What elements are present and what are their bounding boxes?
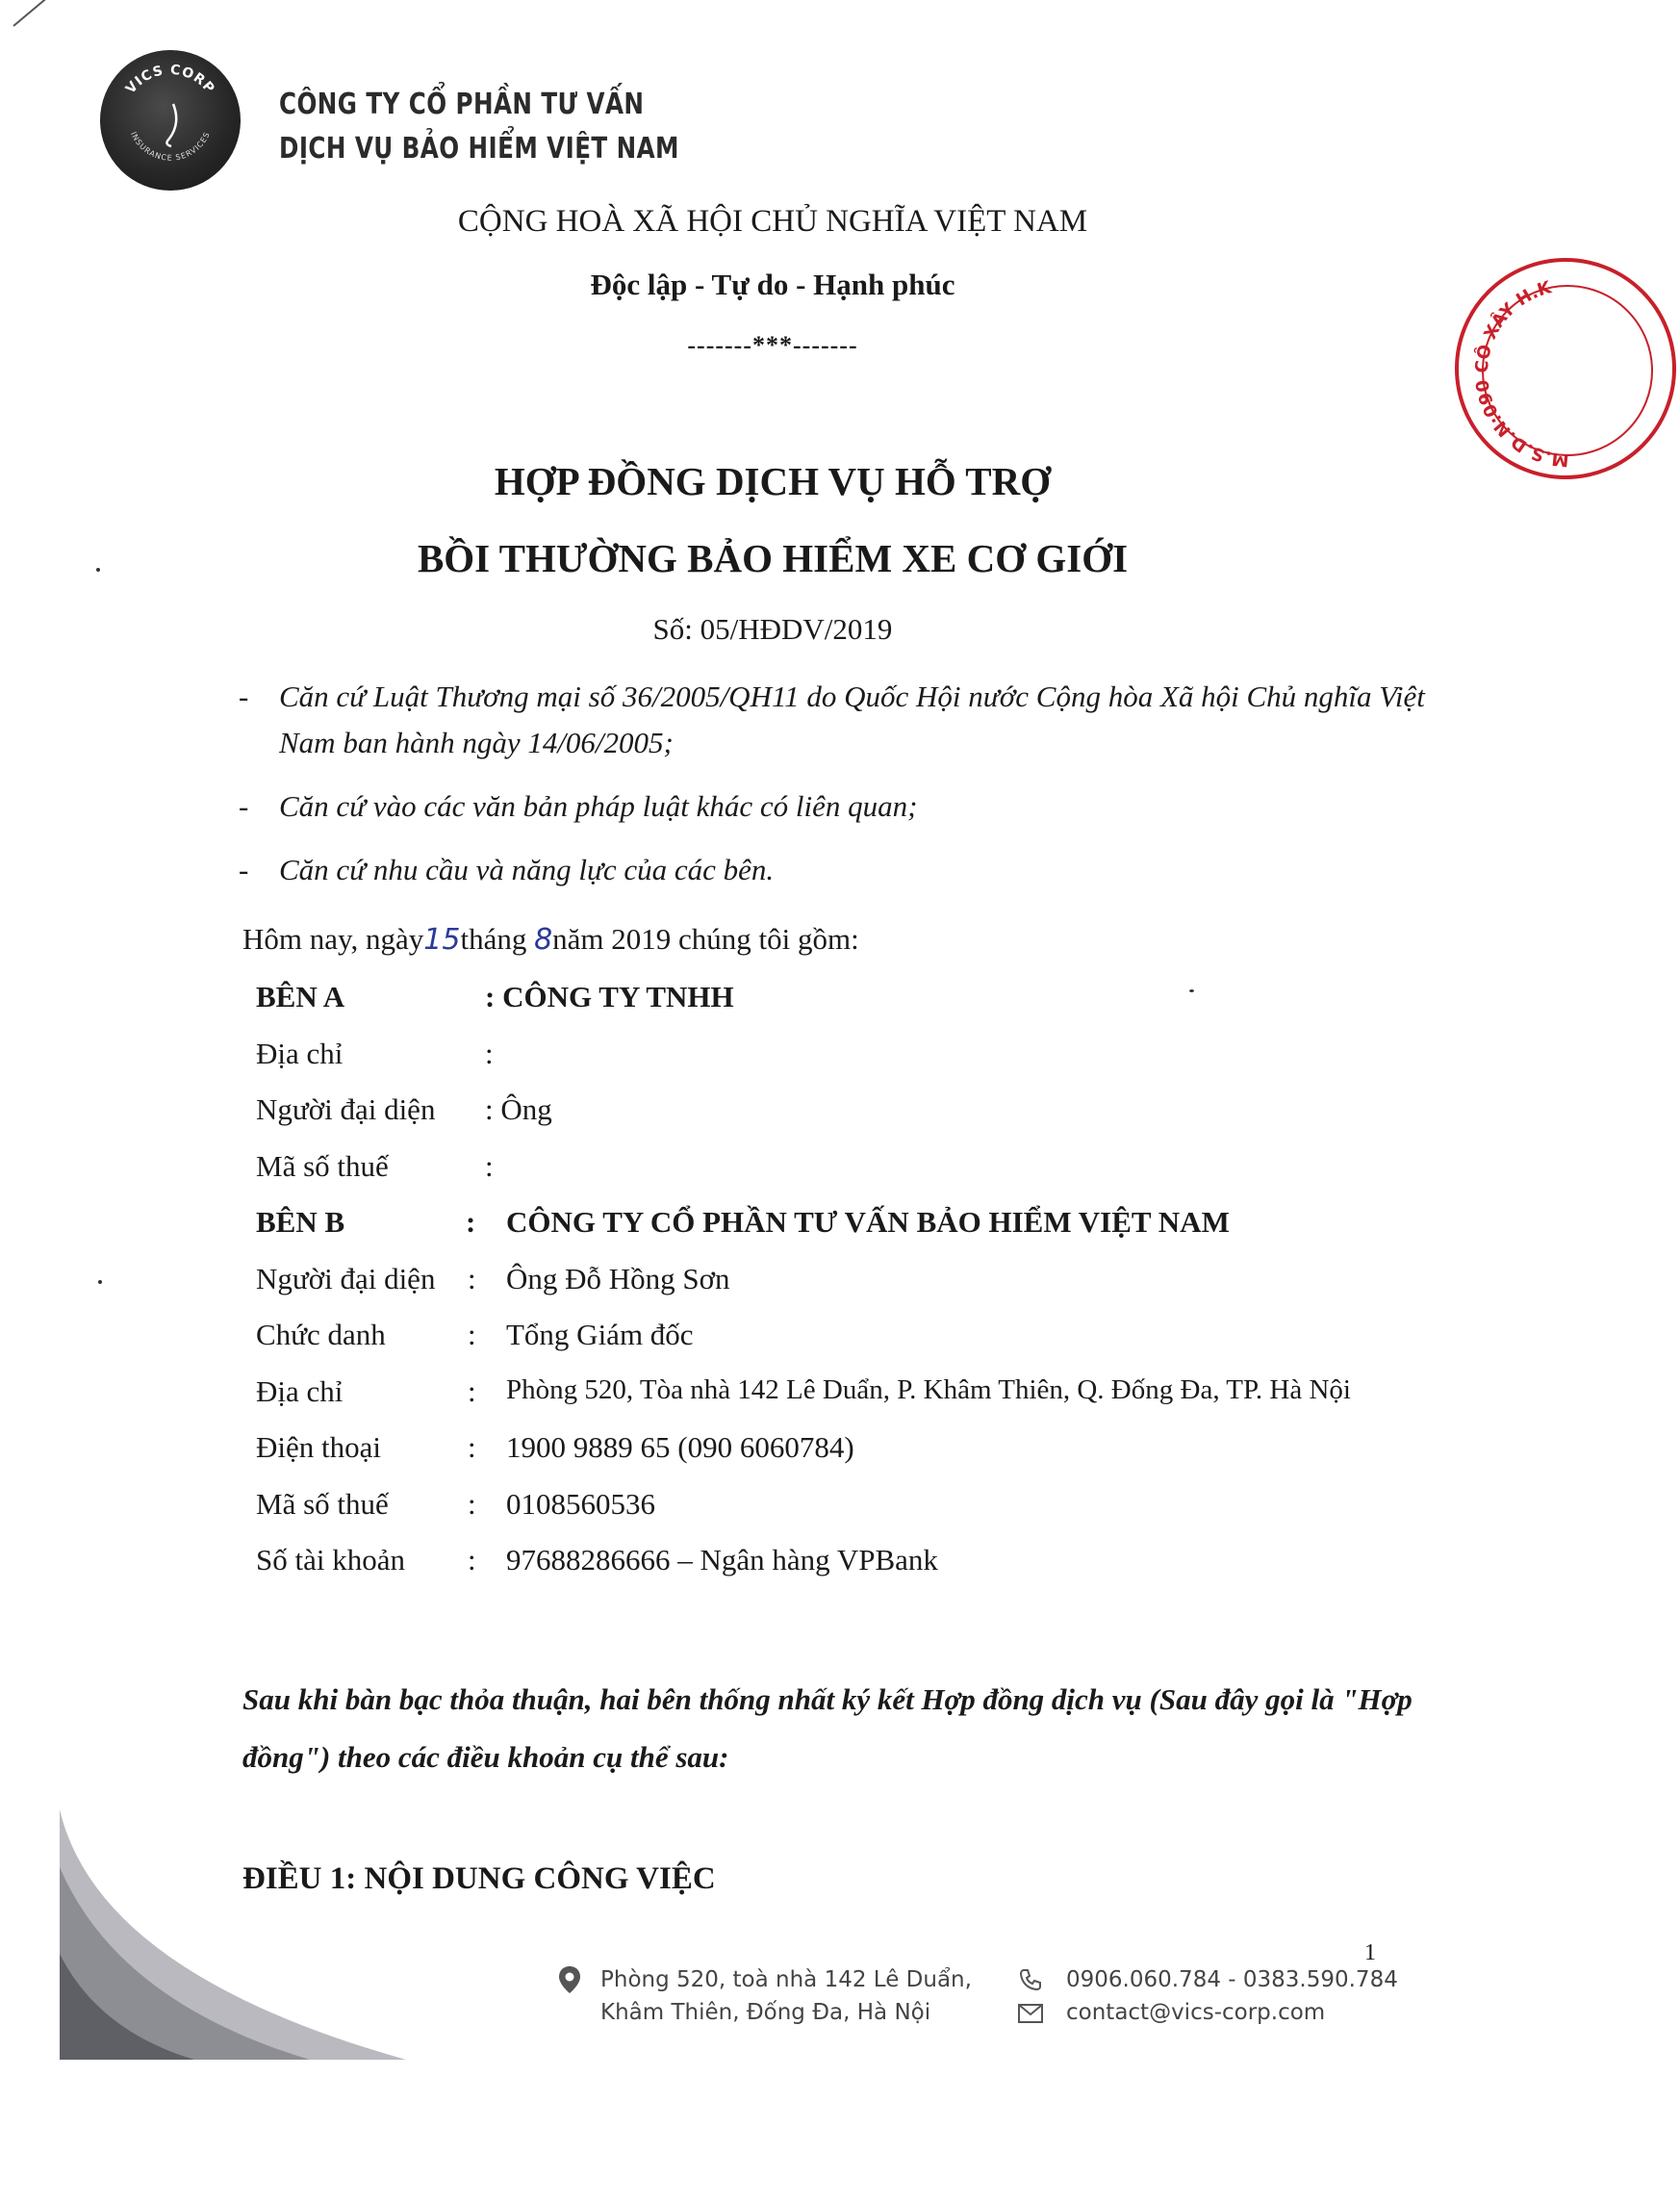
contract-number: Số: 05/HĐDV/2019 [652,612,893,646]
date-line: Hôm nay, ngày15tháng 8năm 2019 chúng tôi gồm: [242,922,859,957]
company-name [279,83,679,171]
svg-text:M.S.D.N:090 CÔ XÂY H.K: M.S.D.N:090 CÔ XÂY H.K [1471,277,1570,471]
company-name-line1: CÔNG TY CỔ PHẦN TƯ VẤN [279,88,645,121]
legal-basis-item: - Căn cứ vào các văn bản pháp luật khác có liên quan; [239,789,918,823]
company-logo [100,50,241,191]
company-name-line2: DỊCH VỤ BẢO HIỂM VIỆT NAM [279,132,679,166]
handwritten-month: 8 [534,923,553,957]
party-a-name: : CÔNG TY TNHH [485,980,734,1013]
legal-bases [239,674,1432,910]
location-pin-icon [558,1965,581,1994]
agreement-paragraph: Sau khi bàn bạc thỏa thuận, hai bên thống nhất ký kết Hợp đồng dịch vụ (Sau đây gọi là "Hợp đồng") theo các điều khoản cụ thể sau: [242,1682,1413,1774]
footer-phone: 0906.060.784 - 0383.590.784 [1066,1967,1398,1992]
scan-speck [1189,989,1194,992]
footer-address: Phòng 520, toà nhà 142 Lê Duẩn, Khâm Thiên, Đống Đa, Hà Nội [600,1963,972,2029]
separator: -------***------- [687,331,858,359]
nation-header: CỘNG HOÀ XÃ HỘI CHỦ NGHĨA VIỆT NAM [457,204,1088,239]
svg-text:VICS CORP: VICS CORP [122,62,218,97]
footer-decoration [60,1809,406,2060]
party-a-heading: BÊN A [256,980,345,1013]
party-b-name: CÔNG TY CỔ PHẦN TƯ VẤN BẢO HIỂM VIỆT NAM [506,1205,1230,1239]
legal-basis-item: - Căn cứ nhu cầu và năng lực của các bên. [239,853,775,886]
article-1-heading: ĐIỀU 1: NỘI DUNG CÔNG VIỆC [242,1861,716,1896]
page-number: 1 [1364,1940,1376,1965]
contract-title-line2: BỒI THƯỜNG BẢO HIỂM XE CƠ GIỚI [417,536,1129,580]
mail-icon [1018,2004,1043,2023]
legal-basis-item: - Căn cứ Luật Thương mại số 36/2005/QH11 do Quốc Hội nước Cộng hòa Xã hội Chủ nghĩa Việt Nam ban hành ngày 14/06/2005; [239,679,1425,759]
national-motto: Độc lập - Tự do - Hạnh phúc [590,268,955,301]
handwritten-day: 15 [423,923,461,957]
scan-mark [13,0,70,27]
party-b-heading: BÊN B [256,1205,345,1239]
phone-icon [1018,1967,1043,1992]
footer-contact [1066,1963,1398,2029]
svg-text:INSURANCE SERVICES: INSURANCE SERVICES [129,130,213,163]
footer-email: contact@vics-corp.com [1066,2000,1326,2025]
logo-mark [100,50,241,191]
scan-speck [98,1280,102,1284]
contract-title-line1: HỢP ĐỒNG DỊCH VỤ HỖ TRỢ [494,459,1052,503]
